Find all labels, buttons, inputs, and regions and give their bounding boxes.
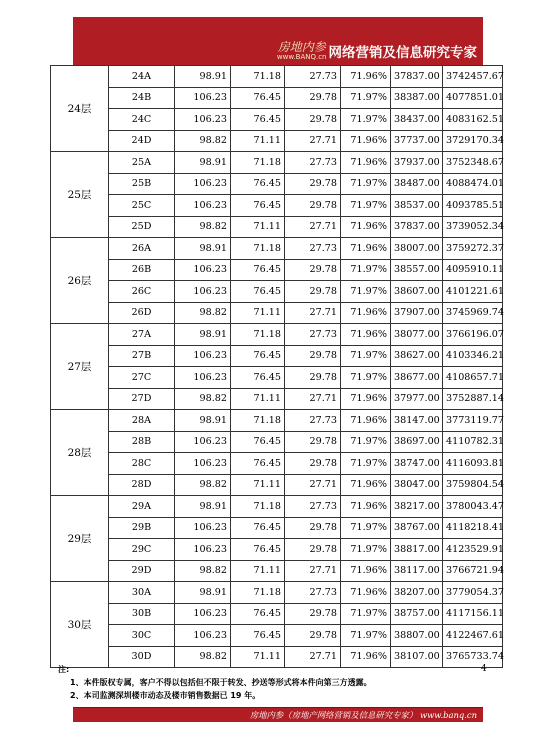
unit-id-cell: 30A	[109, 582, 175, 604]
unit-id-cell: 30D	[109, 646, 175, 668]
table-row	[51, 87, 503, 109]
usage-rate-cell: 71.96%	[341, 582, 391, 604]
unit-price-cell: 38107.00	[391, 646, 443, 668]
usage-rate-cell: 71.97%	[341, 431, 391, 453]
table-row	[51, 195, 503, 217]
unit-price-cell: 38437.00	[391, 109, 443, 131]
unit-price-cell: 37837.00	[391, 66, 443, 88]
unit-id-cell: 29A	[109, 496, 175, 518]
built-area-cell: 98.91	[175, 582, 231, 604]
unit-id-cell: 28C	[109, 453, 175, 475]
total-price-cell: 4093785.51	[443, 195, 503, 217]
unit-price-cell: 38387.00	[391, 87, 443, 109]
table-row	[51, 173, 503, 195]
table-row	[51, 324, 503, 346]
table-row	[51, 367, 503, 389]
total-price-cell: 4118218.41	[443, 517, 503, 539]
total-price-cell: 3745969.74	[443, 302, 503, 324]
inner-area-cell: 71.18	[231, 582, 285, 604]
built-area-cell: 106.23	[175, 173, 231, 195]
usage-rate-cell: 71.97%	[341, 345, 391, 367]
unit-id-cell: 26C	[109, 281, 175, 303]
footer-banner-text: 房地内参（房地产网络营销及信息研究专家） www.banq.cn	[249, 710, 477, 720]
table-row	[51, 281, 503, 303]
usage-rate-cell: 71.96%	[341, 130, 391, 152]
unit-id-cell: 30B	[109, 603, 175, 625]
total-price-cell: 4117156.11	[443, 603, 503, 625]
built-area-cell: 98.82	[175, 474, 231, 496]
shared-area-cell: 29.78	[285, 625, 341, 647]
brand-logo	[277, 34, 327, 61]
usage-rate-cell: 71.96%	[341, 388, 391, 410]
unit-price-cell: 38677.00	[391, 367, 443, 389]
usage-rate-cell: 71.97%	[341, 603, 391, 625]
unit-id-cell: 28B	[109, 431, 175, 453]
usage-rate-cell: 71.96%	[341, 216, 391, 238]
table-row	[51, 625, 503, 647]
inner-area-cell: 76.45	[231, 87, 285, 109]
table-row	[51, 603, 503, 625]
table-row	[51, 539, 503, 561]
unit-price-cell: 38817.00	[391, 539, 443, 561]
shared-area-cell: 27.73	[285, 238, 341, 260]
floor-label: 26层	[51, 238, 109, 324]
table-row	[51, 474, 503, 496]
unit-id-cell: 28A	[109, 410, 175, 432]
total-price-cell: 3773119.77	[443, 410, 503, 432]
total-price-cell: 3765733.74	[443, 646, 503, 668]
total-price-cell: 4077851.01	[443, 87, 503, 109]
built-area-cell: 98.82	[175, 560, 231, 582]
unit-price-cell: 37737.00	[391, 130, 443, 152]
usage-rate-cell: 71.96%	[341, 646, 391, 668]
total-price-cell: 3780043.47	[443, 496, 503, 518]
shared-area-cell: 29.78	[285, 345, 341, 367]
unit-price-cell: 38807.00	[391, 625, 443, 647]
inner-area-cell: 71.18	[231, 238, 285, 260]
unit-price-cell: 38627.00	[391, 345, 443, 367]
usage-rate-cell: 71.96%	[341, 496, 391, 518]
built-area-cell: 106.23	[175, 367, 231, 389]
built-area-cell: 106.23	[175, 345, 231, 367]
usage-rate-cell: 71.97%	[341, 281, 391, 303]
unit-id-cell: 27A	[109, 324, 175, 346]
total-price-cell: 4108657.71	[443, 367, 503, 389]
inner-area-cell: 76.45	[231, 603, 285, 625]
floor-label: 24层	[51, 66, 109, 152]
total-price-cell: 4122467.61	[443, 625, 503, 647]
floor-label: 28层	[51, 410, 109, 496]
table-row	[51, 453, 503, 475]
shared-area-cell: 29.78	[285, 109, 341, 131]
built-area-cell: 98.91	[175, 238, 231, 260]
unit-id-cell: 24B	[109, 87, 175, 109]
built-area-cell: 106.23	[175, 281, 231, 303]
unit-price-cell: 37937.00	[391, 152, 443, 174]
inner-area-cell: 71.11	[231, 646, 285, 668]
usage-rate-cell: 71.96%	[341, 302, 391, 324]
unit-price-cell: 38767.00	[391, 517, 443, 539]
inner-area-cell: 76.45	[231, 539, 285, 561]
total-price-cell: 3729170.34	[443, 130, 503, 152]
total-price-cell: 3766721.94	[443, 560, 503, 582]
shared-area-cell: 29.78	[285, 603, 341, 625]
usage-rate-cell: 71.96%	[341, 324, 391, 346]
total-price-cell: 4095910.11	[443, 259, 503, 281]
shared-area-cell: 27.71	[285, 646, 341, 668]
total-price-cell: 4083162.51	[443, 109, 503, 131]
built-area-cell: 98.91	[175, 410, 231, 432]
built-area-cell: 106.23	[175, 517, 231, 539]
table-row	[51, 238, 503, 260]
unit-id-cell: 27B	[109, 345, 175, 367]
unit-id-cell: 24A	[109, 66, 175, 88]
shared-area-cell: 29.78	[285, 367, 341, 389]
shared-area-cell: 29.78	[285, 431, 341, 453]
total-price-cell: 3742457.67	[443, 66, 503, 88]
built-area-cell: 106.23	[175, 109, 231, 131]
unit-price-table	[50, 65, 503, 668]
unit-price-cell: 38147.00	[391, 410, 443, 432]
unit-id-cell: 24C	[109, 109, 175, 131]
total-price-cell: 3766196.07	[443, 324, 503, 346]
shared-area-cell: 27.71	[285, 388, 341, 410]
shared-area-cell: 27.71	[285, 130, 341, 152]
total-price-cell: 4088474.01	[443, 173, 503, 195]
inner-area-cell: 71.11	[231, 302, 285, 324]
inner-area-cell: 71.18	[231, 152, 285, 174]
unit-id-cell: 25B	[109, 173, 175, 195]
brand-block	[73, 34, 483, 61]
inner-area-cell: 71.11	[231, 130, 285, 152]
inner-area-cell: 76.45	[231, 453, 285, 475]
inner-area-cell: 76.45	[231, 281, 285, 303]
built-area-cell: 98.91	[175, 66, 231, 88]
table-row	[51, 517, 503, 539]
shared-area-cell: 27.71	[285, 474, 341, 496]
unit-price-cell: 38607.00	[391, 281, 443, 303]
built-area-cell: 98.82	[175, 302, 231, 324]
total-price-cell: 3752887.14	[443, 388, 503, 410]
built-area-cell: 106.23	[175, 453, 231, 475]
page-number: 4	[481, 664, 487, 674]
table-row	[51, 496, 503, 518]
unit-id-cell: 25C	[109, 195, 175, 217]
inner-area-cell: 71.18	[231, 410, 285, 432]
shared-area-cell: 27.73	[285, 152, 341, 174]
total-price-cell: 4101221.61	[443, 281, 503, 303]
usage-rate-cell: 71.97%	[341, 259, 391, 281]
unit-price-cell: 38487.00	[391, 173, 443, 195]
unit-id-cell: 27C	[109, 367, 175, 389]
unit-price-cell: 38007.00	[391, 238, 443, 260]
usage-rate-cell: 71.96%	[341, 410, 391, 432]
shared-area-cell: 27.73	[285, 324, 341, 346]
total-price-cell: 3759272.37	[443, 238, 503, 260]
built-area-cell: 98.82	[175, 216, 231, 238]
table-row	[51, 431, 503, 453]
unit-id-cell: 28D	[109, 474, 175, 496]
shared-area-cell: 27.73	[285, 582, 341, 604]
unit-id-cell: 30C	[109, 625, 175, 647]
usage-rate-cell: 71.96%	[341, 238, 391, 260]
built-area-cell: 106.23	[175, 431, 231, 453]
inner-area-cell: 71.11	[231, 216, 285, 238]
unit-price-cell: 38077.00	[391, 324, 443, 346]
usage-rate-cell: 71.96%	[341, 560, 391, 582]
unit-id-cell: 27D	[109, 388, 175, 410]
built-area-cell: 98.82	[175, 130, 231, 152]
shared-area-cell: 29.78	[285, 259, 341, 281]
inner-area-cell: 76.45	[231, 367, 285, 389]
inner-area-cell: 71.18	[231, 324, 285, 346]
built-area-cell: 106.23	[175, 195, 231, 217]
total-price-cell: 3779054.37	[443, 582, 503, 604]
unit-price-cell: 38757.00	[391, 603, 443, 625]
usage-rate-cell: 71.97%	[341, 87, 391, 109]
unit-price-cell: 38217.00	[391, 496, 443, 518]
built-area-cell: 98.91	[175, 496, 231, 518]
built-area-cell: 98.91	[175, 324, 231, 346]
unit-price-cell: 38117.00	[391, 560, 443, 582]
note-line-1: 1、本件版权专属，客户不得以包括但不限于转发、抄送等形式将本件向第三方透露。	[70, 678, 372, 687]
inner-area-cell: 76.45	[231, 259, 285, 281]
shared-area-cell: 27.71	[285, 216, 341, 238]
total-price-cell: 4123529.91	[443, 539, 503, 561]
shared-area-cell: 27.73	[285, 66, 341, 88]
table-row	[51, 130, 503, 152]
table-row	[51, 388, 503, 410]
total-price-cell: 3752348.67	[443, 152, 503, 174]
unit-price-cell: 37837.00	[391, 216, 443, 238]
shared-area-cell: 27.73	[285, 496, 341, 518]
unit-id-cell: 26D	[109, 302, 175, 324]
unit-price-cell: 38047.00	[391, 474, 443, 496]
table-row	[51, 302, 503, 324]
footer-banner	[73, 708, 483, 722]
unit-price-cell: 37977.00	[391, 388, 443, 410]
built-area-cell: 98.82	[175, 646, 231, 668]
floor-label: 29层	[51, 496, 109, 582]
inner-area-cell: 76.45	[231, 173, 285, 195]
brand-logo-text: 房地内参	[277, 40, 326, 54]
floor-label: 25层	[51, 152, 109, 238]
usage-rate-cell: 71.97%	[341, 109, 391, 131]
inner-area-cell: 76.45	[231, 195, 285, 217]
usage-rate-cell: 71.96%	[341, 66, 391, 88]
footer-notes	[58, 663, 478, 702]
unit-id-cell: 25D	[109, 216, 175, 238]
unit-id-cell: 29C	[109, 539, 175, 561]
table-row	[51, 66, 503, 88]
brand-slogan: 网络营销及信息研究专家	[328, 45, 477, 61]
usage-rate-cell: 71.97%	[341, 539, 391, 561]
shared-area-cell: 27.71	[285, 302, 341, 324]
floor-label: 30层	[51, 582, 109, 668]
note-title: 注:	[58, 665, 70, 674]
built-area-cell: 98.82	[175, 388, 231, 410]
inner-area-cell: 76.45	[231, 625, 285, 647]
usage-rate-cell: 71.96%	[341, 474, 391, 496]
shared-area-cell: 27.71	[285, 560, 341, 582]
total-price-cell: 4110782.31	[443, 431, 503, 453]
inner-area-cell: 71.18	[231, 496, 285, 518]
total-price-cell: 4116093.81	[443, 453, 503, 475]
inner-area-cell: 76.45	[231, 431, 285, 453]
unit-id-cell: 26B	[109, 259, 175, 281]
total-price-cell: 3739052.34	[443, 216, 503, 238]
usage-rate-cell: 71.97%	[341, 173, 391, 195]
built-area-cell: 106.23	[175, 259, 231, 281]
usage-rate-cell: 71.97%	[341, 625, 391, 647]
unit-price-cell: 38747.00	[391, 453, 443, 475]
shared-area-cell: 29.78	[285, 281, 341, 303]
shared-area-cell: 29.78	[285, 539, 341, 561]
shared-area-cell: 29.78	[285, 195, 341, 217]
unit-id-cell: 25A	[109, 152, 175, 174]
unit-id-cell: 29B	[109, 517, 175, 539]
table-row	[51, 345, 503, 367]
usage-rate-cell: 71.97%	[341, 517, 391, 539]
inner-area-cell: 76.45	[231, 345, 285, 367]
inner-area-cell: 71.11	[231, 474, 285, 496]
built-area-cell: 106.23	[175, 87, 231, 109]
usage-rate-cell: 71.97%	[341, 195, 391, 217]
usage-rate-cell: 71.97%	[341, 367, 391, 389]
built-area-cell: 106.23	[175, 539, 231, 561]
unit-id-cell: 26A	[109, 238, 175, 260]
note-line-2: 2、本司监测深圳楼市动态及楼市销售数据已 19 年。	[70, 691, 261, 700]
usage-rate-cell: 71.96%	[341, 152, 391, 174]
total-price-cell: 4103346.21	[443, 345, 503, 367]
total-price-cell: 3759804.54	[443, 474, 503, 496]
unit-id-cell: 24D	[109, 130, 175, 152]
table-row	[51, 152, 503, 174]
floor-label: 27层	[51, 324, 109, 410]
page-header-banner	[73, 17, 483, 65]
unit-price-cell: 37907.00	[391, 302, 443, 324]
inner-area-cell: 71.11	[231, 388, 285, 410]
inner-area-cell: 71.11	[231, 560, 285, 582]
built-area-cell: 106.23	[175, 603, 231, 625]
unit-price-cell: 38537.00	[391, 195, 443, 217]
unit-price-cell: 38697.00	[391, 431, 443, 453]
table-row	[51, 259, 503, 281]
shared-area-cell: 27.73	[285, 410, 341, 432]
built-area-cell: 98.91	[175, 152, 231, 174]
built-area-cell: 106.23	[175, 625, 231, 647]
usage-rate-cell: 71.97%	[341, 453, 391, 475]
table-row	[51, 582, 503, 604]
unit-price-cell: 38557.00	[391, 259, 443, 281]
inner-area-cell: 76.45	[231, 517, 285, 539]
unit-id-cell: 29D	[109, 560, 175, 582]
unit-price-cell: 38207.00	[391, 582, 443, 604]
shared-area-cell: 29.78	[285, 173, 341, 195]
table-row	[51, 109, 503, 131]
shared-area-cell: 29.78	[285, 453, 341, 475]
inner-area-cell: 71.18	[231, 66, 285, 88]
shared-area-cell: 29.78	[285, 87, 341, 109]
shared-area-cell: 29.78	[285, 517, 341, 539]
table-row	[51, 560, 503, 582]
brand-logo-url: www.BANQ.cn	[276, 53, 327, 61]
inner-area-cell: 76.45	[231, 109, 285, 131]
table-row	[51, 216, 503, 238]
table-row	[51, 410, 503, 432]
